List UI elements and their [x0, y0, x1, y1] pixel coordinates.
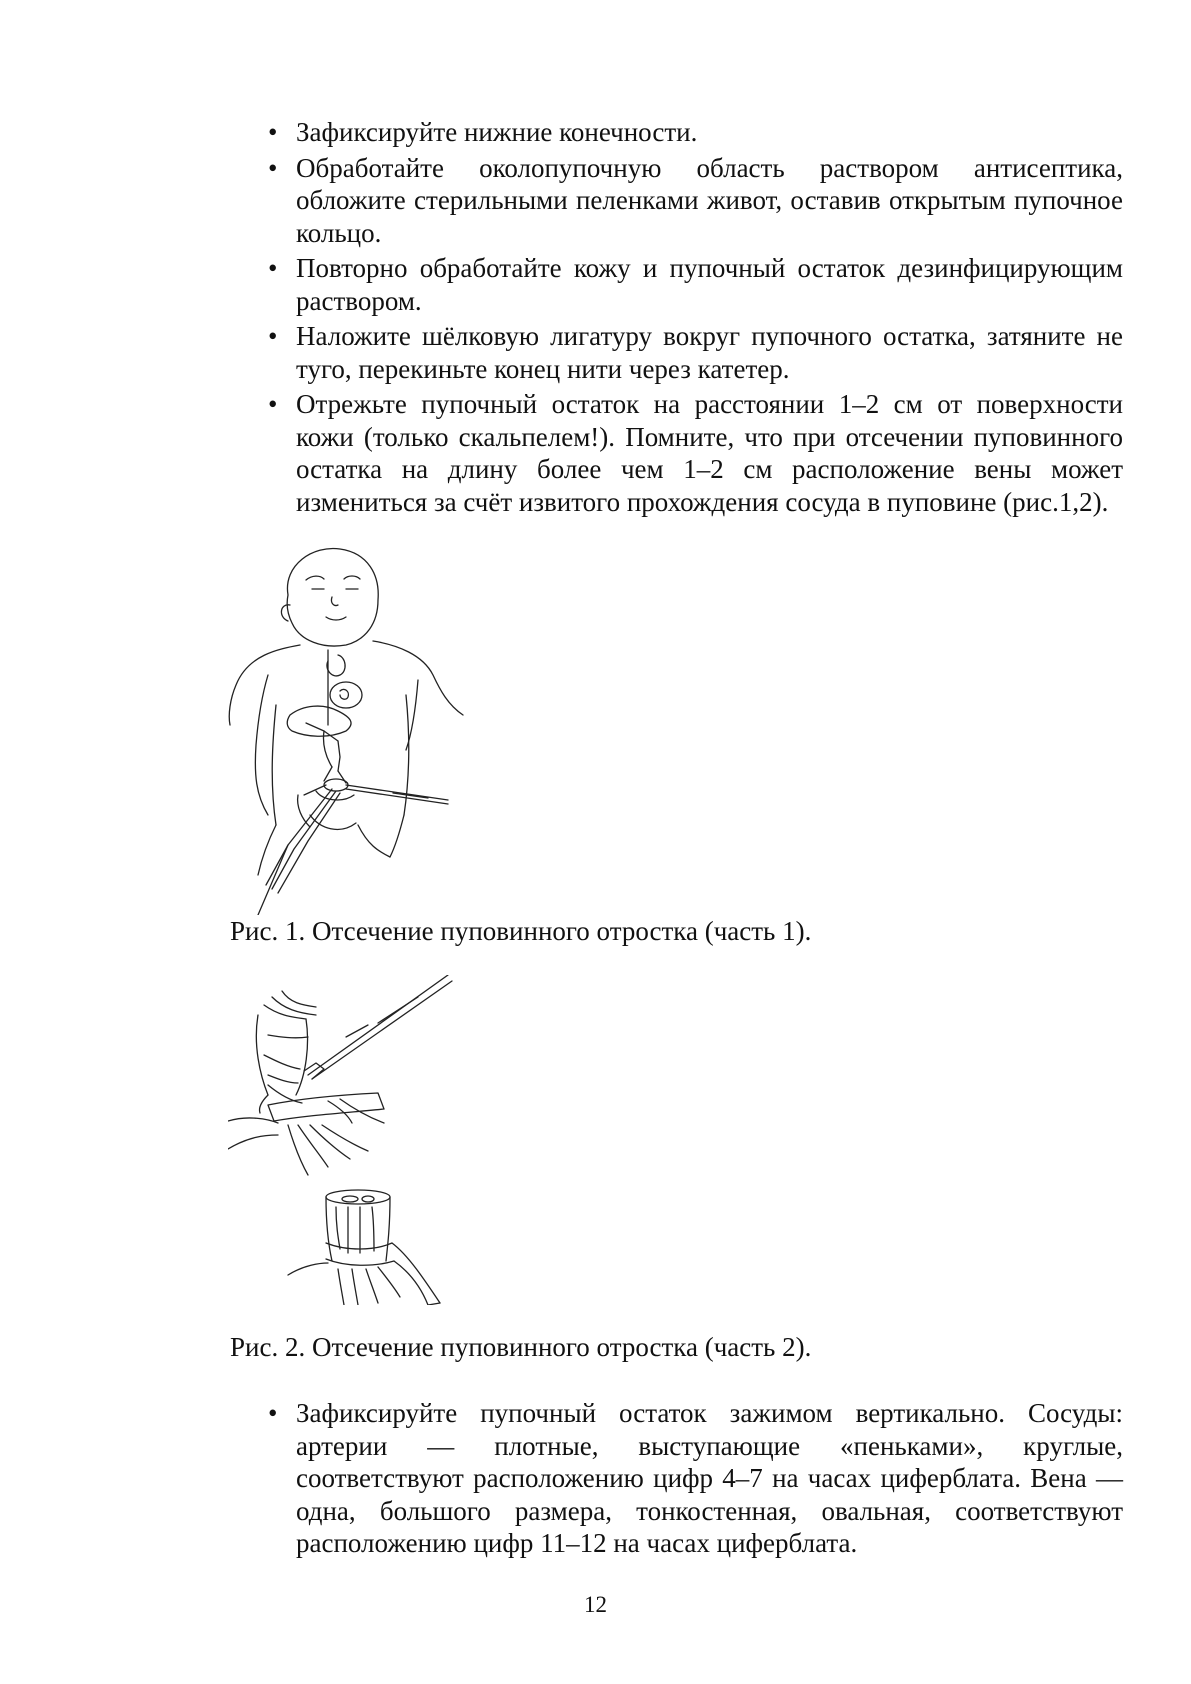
instruction-list-top: [268, 116, 1123, 521]
instruction-item: • Повторно обработайте кожу и пупочный остаток дезинфицирующим раствором.: [268, 252, 1123, 317]
instruction-item: • Зафиксируйте пупочный остаток зажимом вертикально. Сосуды: артерии — плотные, выступающие «пеньками», круглые, соответствуют расположению цифр 4–7 на часах циферблата. Вена — одна, большого размера, тонкостенная, овальная, соответствуют расположению цифр 11–12 на часах циферблата.: [268, 1397, 1123, 1560]
instruction-item: • Обработайте околопупочную область раствором антисептика, обложите стерильными пеленками живот, оставив открытым пупочное кольцо.: [268, 152, 1123, 250]
figure-2-caption: Рис. 2. Отсечение пуповинного отростка (часть 2).: [230, 1332, 812, 1362]
figure-2-cord-cutting-illustration: [228, 975, 488, 1305]
instruction-item: • Отрежьте пупочный остаток на расстоянии 1–2 см от поверхности кожи (только скальпелем!). Помните, что при отсечении пуповинного остатка на длину более чем 1–2 см расположение вены может измениться за счёт извитого прохождения сосуда в пуповине (рис.1,2).: [268, 388, 1123, 518]
page-number: 12: [584, 1592, 607, 1617]
figure-1-caption: Рис. 1. Отсечение пуповинного отростка (часть 1).: [230, 916, 812, 946]
cord-cutting-drawing: [228, 975, 488, 1305]
instruction-item: • Наложите шёлковую лигатуру вокруг пупочного остатка, затяните не туго, перекиньте конец нити через катетер.: [268, 320, 1123, 385]
instruction-item: • Зафиксируйте нижние конечности.: [268, 116, 1123, 149]
infant-catheter-drawing: [228, 545, 478, 915]
instruction-list-bottom: [268, 1397, 1123, 1563]
figure-1-infant-illustration: [228, 545, 478, 915]
